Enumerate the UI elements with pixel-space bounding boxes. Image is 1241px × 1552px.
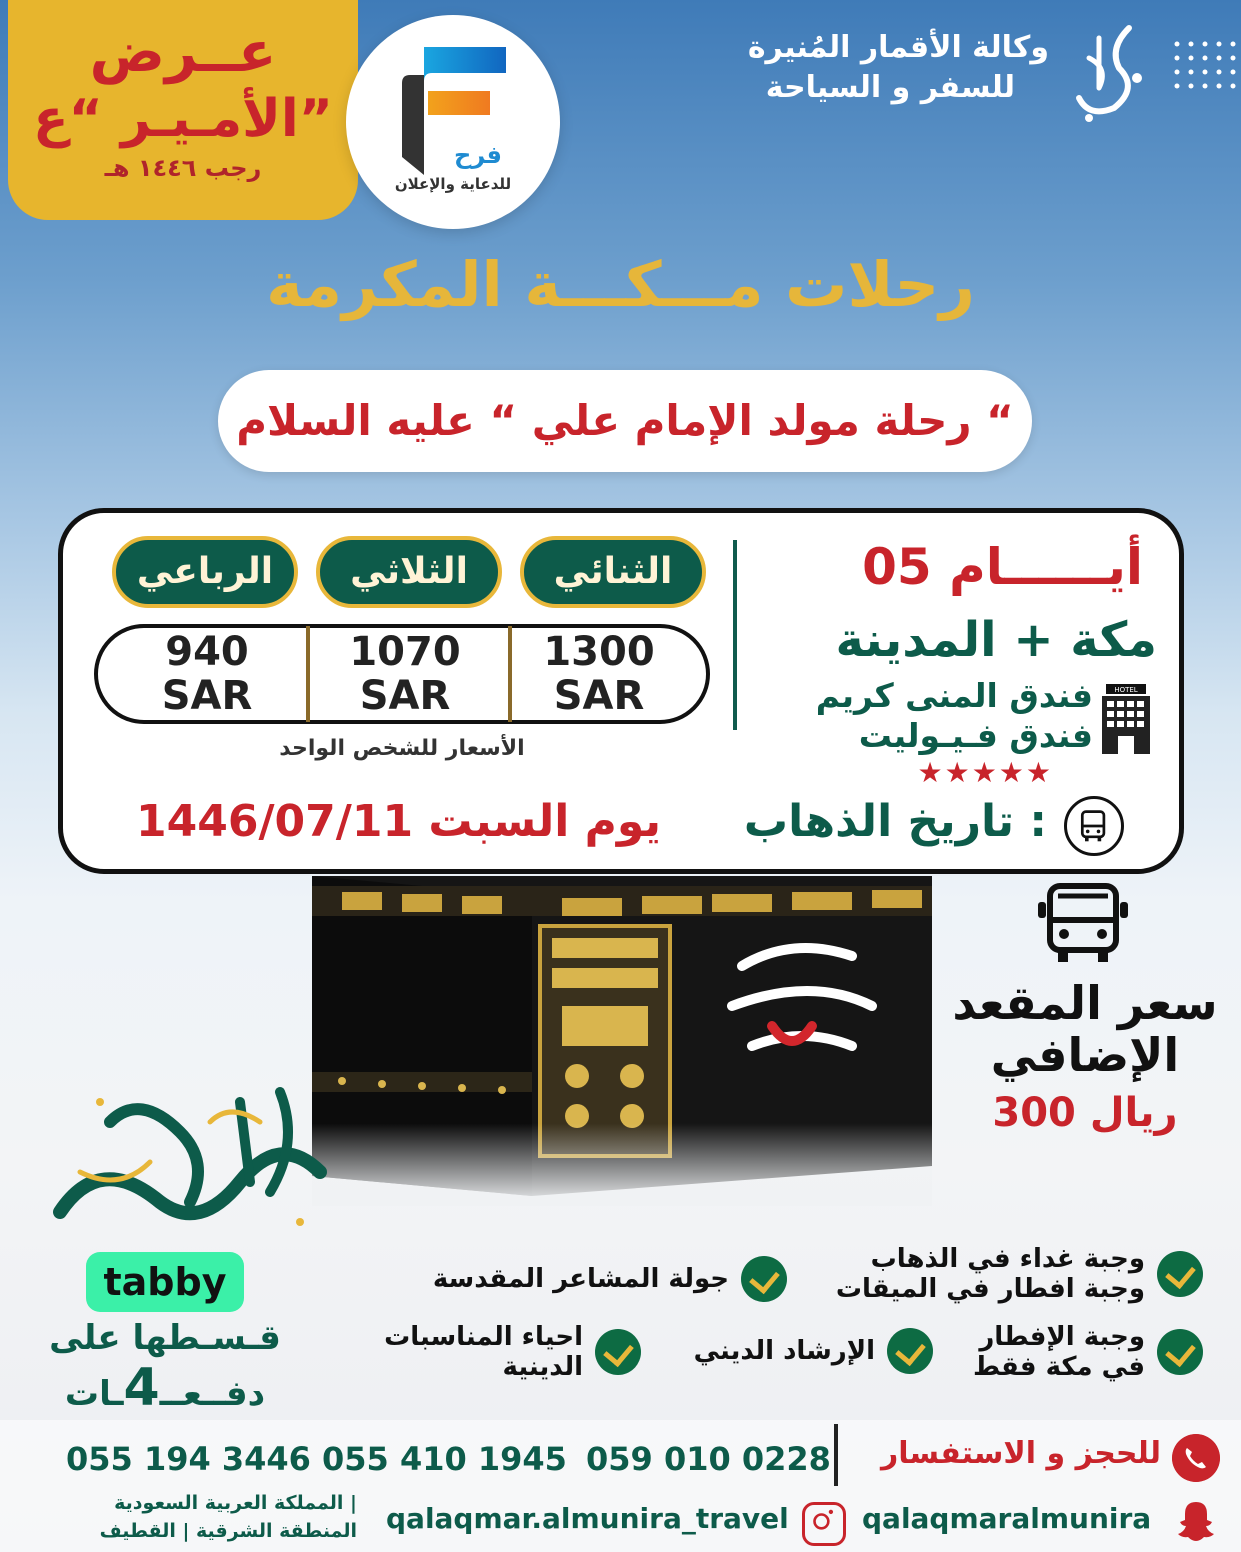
offer-line2: الأمـيـر “ع” [33,89,333,149]
bus-icon [1064,796,1124,856]
price-amount: 1070 [349,629,461,675]
tier-quad: الرباعي [112,536,298,608]
decorative-dots-icon [1171,38,1241,90]
svg-text:HOTEL: HOTEL [1114,686,1138,694]
booking-label: للحجز و الاستفسار [881,1436,1161,1471]
tier-double: الثنائي [520,536,706,608]
ali-calligraphy-icon [40,1062,340,1252]
price-currency: SAR [161,673,253,719]
price-currency: SAR [359,673,451,719]
feature-item [384,1322,641,1382]
price-amount: 1300 [543,629,655,675]
hotel-icon [1098,684,1154,754]
departure-label: تاريخ الذهاب : [743,796,1047,847]
kaaba-image [312,876,932,1206]
location-line1: المملكة العربية السعودية | [114,1492,357,1514]
snapchat-handle[interactable]: qalaqmaralmunira [862,1502,1152,1535]
offer-line1: عــرض [89,20,277,85]
trip-days: 05 أيــــــام [862,538,1143,596]
price-double [504,630,694,718]
phone-number-1[interactable]: 059 010 0228 [586,1440,831,1478]
offer-date: رجب ١٤٤٦ هـ [104,154,262,182]
feature-text-line2: وجبة افطار في الميقات [835,1274,1145,1304]
extra-seat-price: 300 ريال [992,1090,1178,1136]
instagram-icon [802,1502,846,1546]
feature-text-line1: وجبة الإفطار [979,1322,1145,1352]
sponsor-logo [346,15,560,229]
price-currency: SAR [553,673,645,719]
agency-name [748,28,1049,108]
installments-prefix: دفــعــ [159,1374,266,1414]
check-icon [1157,1329,1203,1375]
price-note: الأسعار للشخص الواحد [279,736,525,761]
card-divider [733,540,737,730]
feature-text-line1: احياء المناسبات [384,1322,583,1352]
feature-text-line1: الإرشاد الديني [693,1336,875,1366]
feature-text [384,1322,583,1382]
check-icon [1157,1251,1203,1297]
footer-divider [834,1424,838,1486]
feature-item [973,1322,1203,1382]
feature-text [694,1336,875,1366]
page-headline: رحلات مـــكـــة المكرمة [266,248,975,321]
sponsor-name: فرح [454,141,502,169]
feature-text [433,1264,729,1294]
hotel-name-1: فندق المنى كريم [815,676,1093,715]
phone-icon [1172,1434,1220,1482]
installments-suffix: ـات [64,1374,124,1414]
instagram-handle[interactable]: qalaqmar.almunira_travel [386,1502,789,1535]
price-quad [112,630,302,718]
installments-line1: قـسـطها على [49,1318,281,1358]
feature-item [433,1256,787,1302]
feature-item [694,1328,933,1374]
agency-logo-icon [1059,18,1159,128]
trip-route: مكة + المدينة [835,612,1157,668]
sponsor-tagline: للدعاية والإعلان [394,175,512,193]
check-icon [887,1328,933,1374]
hotel-stars: ★★★★★ [917,756,1053,789]
feature-text-line2: الدينية [502,1352,583,1382]
feature-text-line2: في مكة فقط [973,1352,1145,1382]
feature-text-line1: جولة المشاعر المقدسة [432,1264,729,1294]
feature-item [836,1244,1203,1304]
tier-triple: الثلاثي [316,536,502,608]
feature-text [836,1244,1145,1304]
price-amount: 940 [165,629,249,675]
check-icon [741,1256,787,1302]
bus-large-icon [1036,882,1130,964]
extra-seat-line2: الإضافي [990,1028,1180,1082]
price-triple [310,630,500,718]
installments-count: 4 [123,1358,160,1418]
extra-seat-line1: سعر المقعد [952,976,1218,1030]
tabby-logo: tabby [86,1252,244,1312]
check-icon [595,1329,641,1375]
phone-number-2[interactable]: 055 410 1945 [322,1440,567,1478]
installments-line2 [30,1358,300,1418]
offer-badge [8,0,358,220]
snapchat-icon [1176,1498,1216,1542]
feature-text [973,1322,1145,1382]
trip-title: رحلة مولد الإمام علي “ عليه السلام “ [218,370,1032,472]
agency-line2: للسفر و السياحة [765,70,1015,105]
agency-line1: وكالة الأقمار المُنيرة [747,30,1049,65]
departure-date: يوم السبت 1446/07/11 [136,796,661,847]
feature-text-line1: وجبة غداء في الذهاب [870,1244,1145,1274]
hotel-name-2: فندق فـيـوليت [858,716,1093,755]
phone-number-3[interactable]: 055 194 3446 [66,1440,311,1478]
location-line2: المنطقة الشرقية | القطيف [99,1520,357,1542]
